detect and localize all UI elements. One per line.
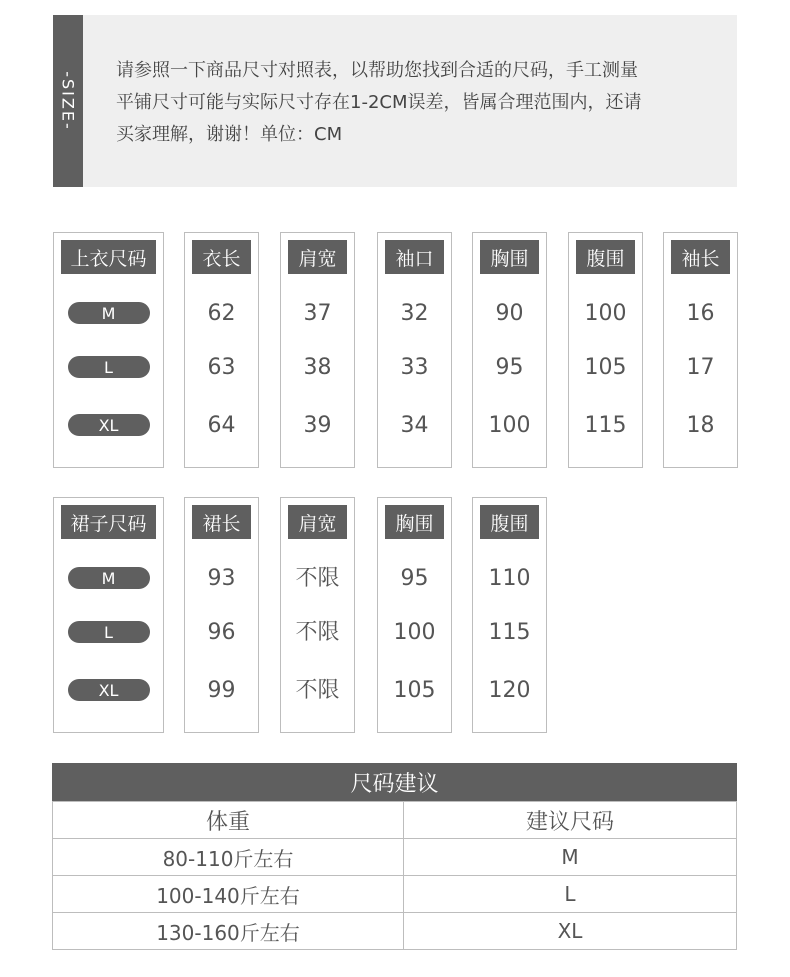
notice-line-3: 买家理解，谢谢！单位：CM <box>116 124 343 145</box>
weight-cell: 130-160斤左右 <box>53 913 404 950</box>
skirt-measurement-cell: 不限 <box>295 678 340 703</box>
top-measurement-cell: 62 <box>207 301 236 326</box>
skirt-column-header: 胸围 <box>385 505 444 539</box>
recommendation-row <box>53 913 737 950</box>
skirt-column <box>280 497 355 733</box>
skirt-column-header: 裙子尺码 <box>61 505 156 539</box>
skirt-column <box>53 497 164 733</box>
top-column <box>280 232 355 468</box>
skirt-measurement-cell: 115 <box>488 620 531 645</box>
top-measurement-cell: 33 <box>400 355 429 380</box>
size-cell: M <box>404 839 737 876</box>
notice-line-2: 平铺尺寸可能与实际尺寸存在1-2CM误差，皆属合理范围内，还请 <box>116 92 642 113</box>
top-column-header: 上衣尺码 <box>61 240 156 274</box>
notice-line-1: 请参照一下商品尺寸对照表，以帮助您找到合适的尺码，手工测量 <box>116 60 638 81</box>
top-column <box>568 232 643 468</box>
top-size-badge: M <box>68 302 150 324</box>
top-measurement-cell: 17 <box>686 355 715 380</box>
skirt-column <box>184 497 259 733</box>
top-measurement-cell: 105 <box>584 355 627 380</box>
top-size-badge: XL <box>68 414 150 436</box>
weight-header: 体重 <box>53 802 404 839</box>
skirt-measurement-cell: 99 <box>207 678 236 703</box>
size-side-bar <box>53 15 83 187</box>
top-column <box>184 232 259 468</box>
skirt-column-header: 裙长 <box>192 505 251 539</box>
skirt-size-table <box>0 497 790 733</box>
size-cell: XL <box>404 913 737 950</box>
skirt-measurement-cell: 120 <box>488 678 531 703</box>
top-column <box>377 232 452 468</box>
top-measurement-cell: 18 <box>686 413 715 438</box>
top-measurement-cell: 90 <box>495 301 524 326</box>
top-column-header: 肩宽 <box>288 240 347 274</box>
top-column <box>472 232 547 468</box>
skirt-measurement-cell: 96 <box>207 620 236 645</box>
top-measurement-cell: 34 <box>400 413 429 438</box>
skirt-column <box>377 497 452 733</box>
top-size-table <box>0 232 790 468</box>
weight-cell: 80-110斤左右 <box>53 839 404 876</box>
recommendation-table <box>52 801 737 950</box>
weight-cell: 100-140斤左右 <box>53 876 404 913</box>
top-measurement-cell: 32 <box>400 301 429 326</box>
top-column-header: 胸围 <box>480 240 539 274</box>
top-measurement-cell: 37 <box>303 301 332 326</box>
notice-text <box>116 55 716 151</box>
top-column-header: 腹围 <box>576 240 635 274</box>
top-column <box>53 232 164 468</box>
top-column-header: 袖长 <box>671 240 730 274</box>
top-measurement-cell: 39 <box>303 413 332 438</box>
skirt-size-badge: L <box>68 621 150 643</box>
size-side-label: -SIZE- <box>58 71 78 131</box>
recommendation-title: 尺码建议 <box>52 763 737 801</box>
top-measurement-cell: 100 <box>488 413 531 438</box>
top-column-header: 衣长 <box>192 240 251 274</box>
top-measurement-cell: 100 <box>584 301 627 326</box>
top-measurement-cell: 16 <box>686 301 715 326</box>
recommendation-row <box>53 876 737 913</box>
top-measurement-cell: 64 <box>207 413 236 438</box>
skirt-measurement-cell: 不限 <box>295 566 340 591</box>
skirt-measurement-cell: 95 <box>400 566 429 591</box>
skirt-measurement-cell: 93 <box>207 566 236 591</box>
skirt-measurement-cell: 105 <box>393 678 436 703</box>
top-column <box>663 232 738 468</box>
skirt-size-badge: XL <box>68 679 150 701</box>
size-recommendation <box>52 763 737 950</box>
top-size-badge: L <box>68 356 150 378</box>
top-column-header: 袖口 <box>385 240 444 274</box>
size-cell: L <box>404 876 737 913</box>
skirt-column <box>472 497 547 733</box>
top-measurement-cell: 115 <box>584 413 627 438</box>
top-measurement-cell: 95 <box>495 355 524 380</box>
skirt-column-header: 肩宽 <box>288 505 347 539</box>
recommendation-header-row <box>53 802 737 839</box>
skirt-size-badge: M <box>68 567 150 589</box>
recommendation-row <box>53 839 737 876</box>
size-header: 建议尺码 <box>404 802 737 839</box>
skirt-measurement-cell: 100 <box>393 620 436 645</box>
top-measurement-cell: 63 <box>207 355 236 380</box>
top-measurement-cell: 38 <box>303 355 332 380</box>
skirt-column-header: 腹围 <box>480 505 539 539</box>
skirt-measurement-cell: 不限 <box>295 620 340 645</box>
skirt-measurement-cell: 110 <box>488 566 531 591</box>
size-notice <box>53 15 737 187</box>
